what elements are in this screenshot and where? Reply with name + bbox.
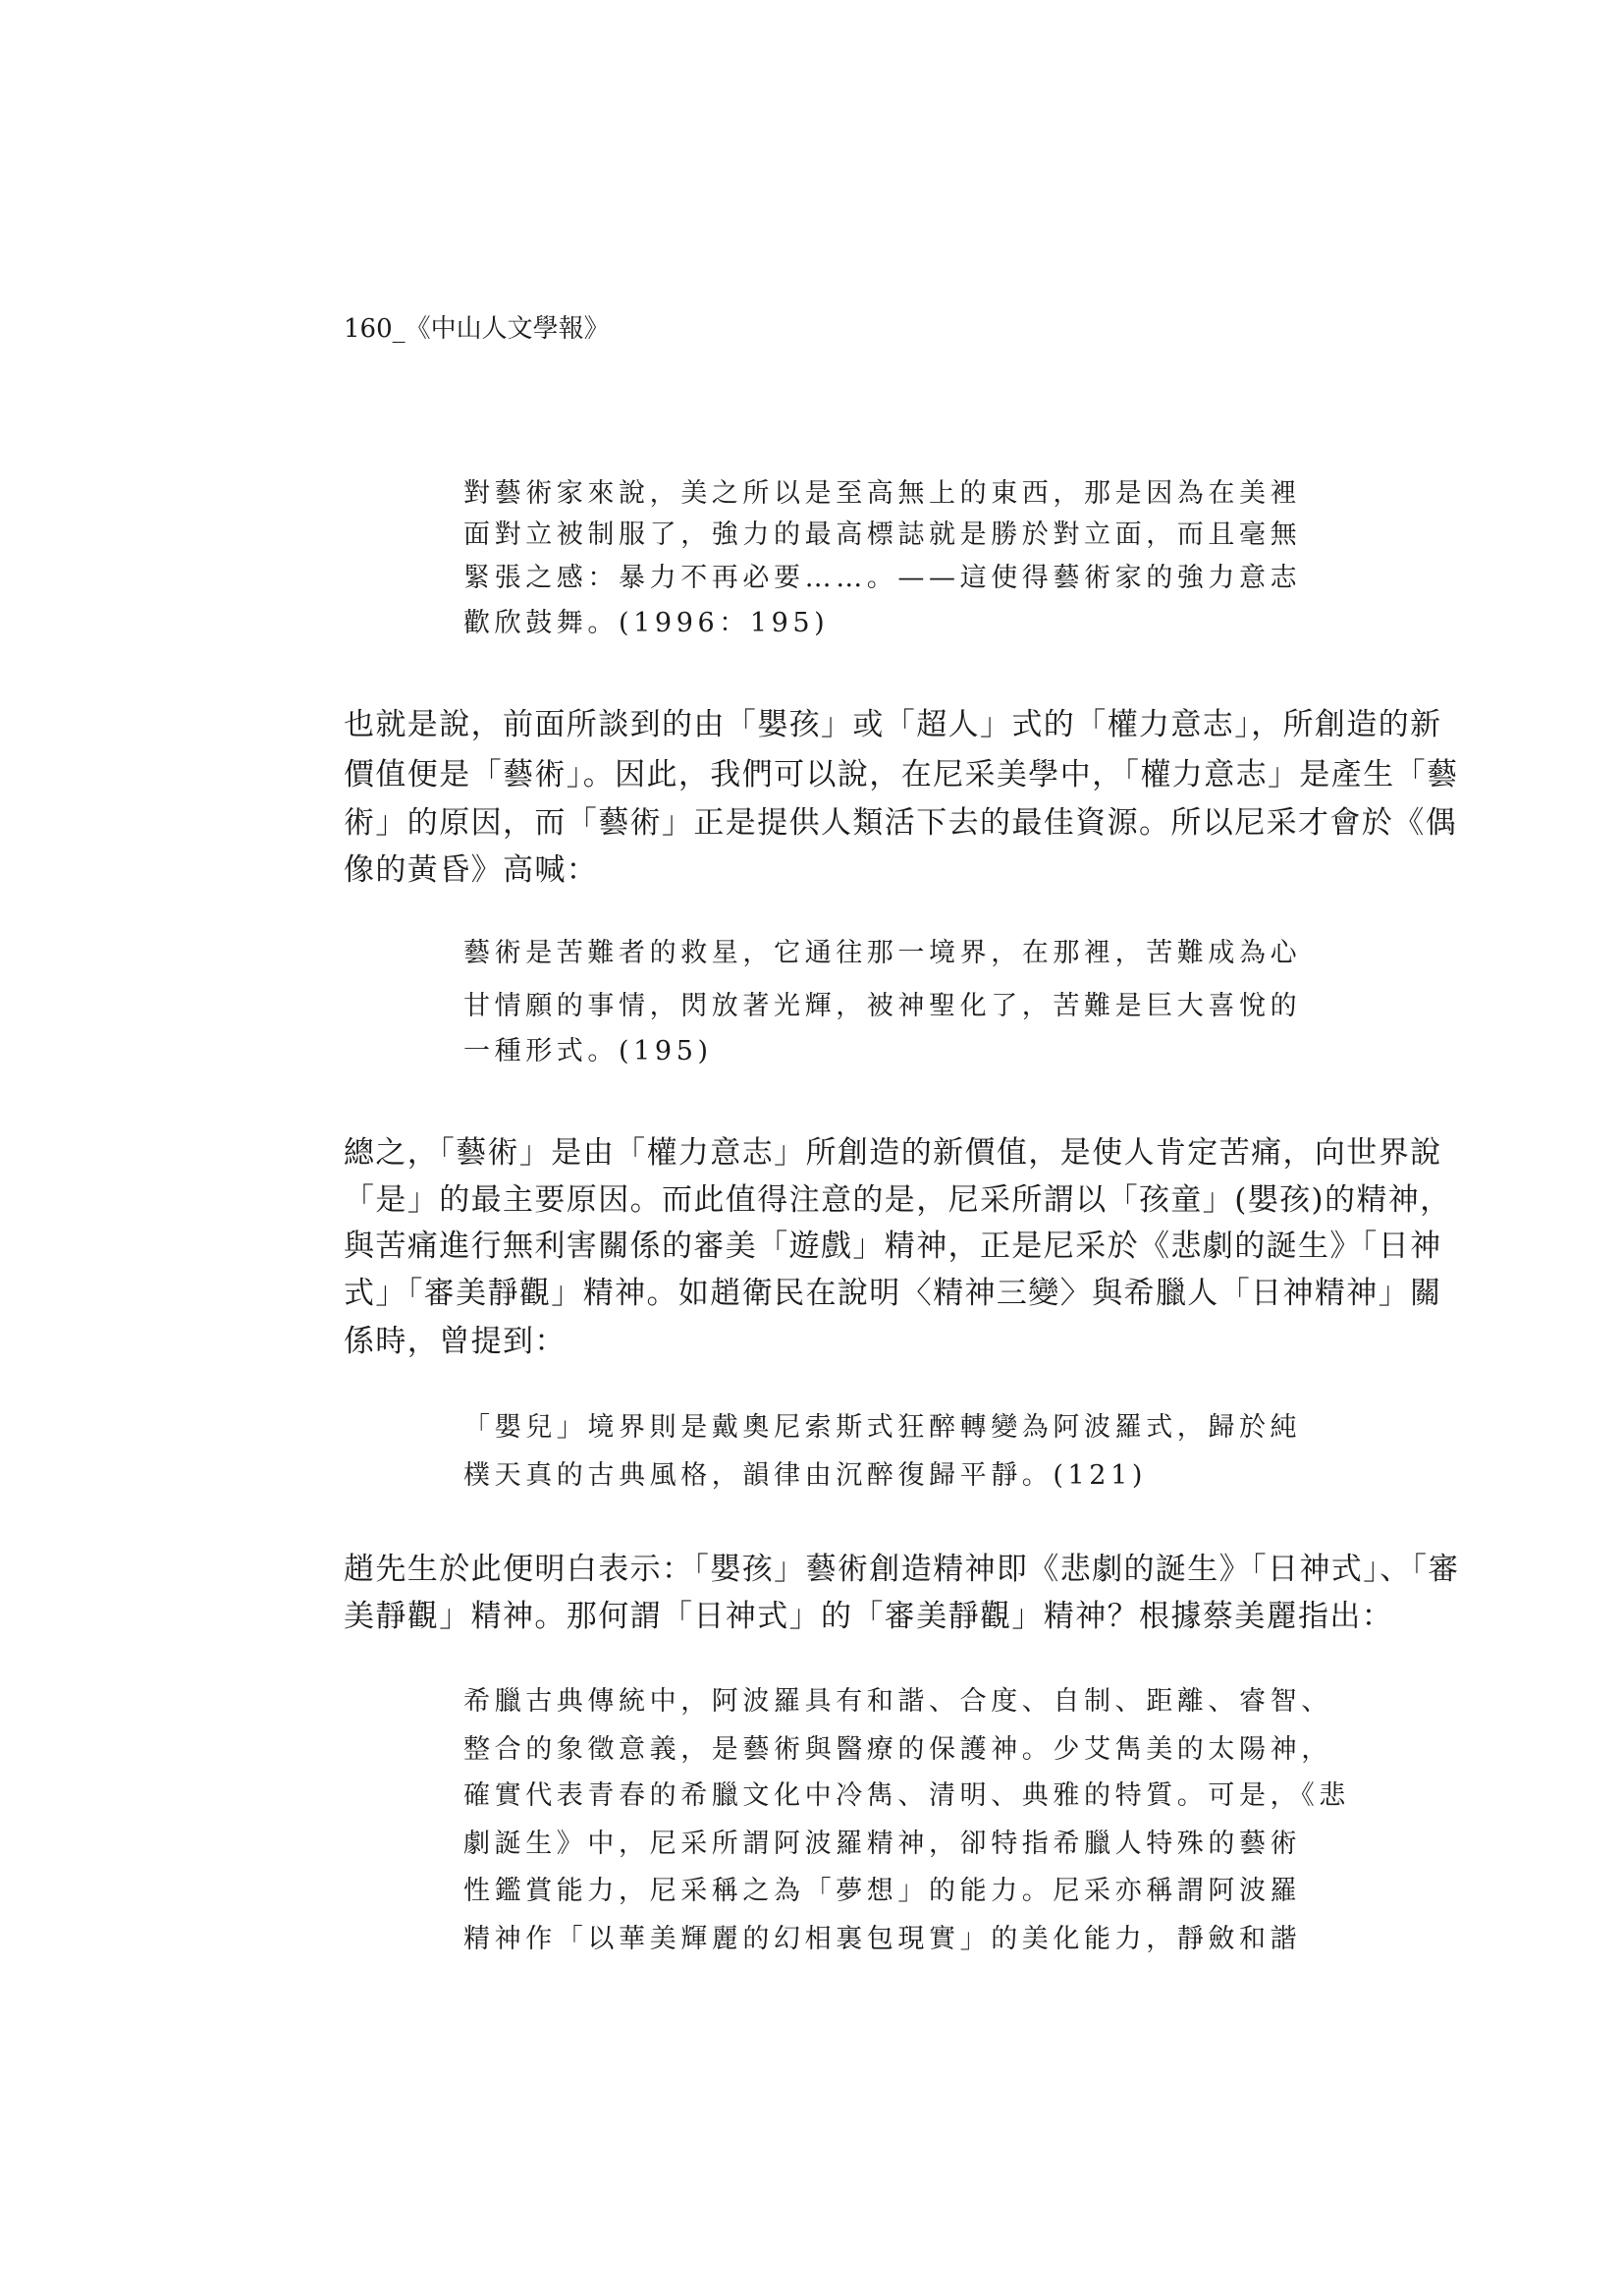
- paragraph-line: 價值便是「藝術」。因此，我們可以說，在尼采美學中，「權力意志」是產生「藝: [344, 757, 1459, 793]
- paragraph-line: 趙先生於此便明白表示：「嬰孩」藝術創造精神即《悲劇的誕生》「日神式」、「審: [344, 1552, 1460, 1587]
- quote-line: 劇誕生》中，尼采所謂阿波羅精神，卻特指希臘人特殊的藝術: [463, 1829, 1302, 1859]
- quote-line: 性鑑賞能力，尼采稱之為「夢想」的能力。尼采亦稱謂阿波羅: [463, 1876, 1302, 1906]
- paragraph-line: 與苦痛進行無利害關係的審美「遊戲」精神，正是尼采於《悲劇的誕生》「日神: [344, 1229, 1442, 1264]
- journal-title: _《中山人文學報》: [392, 314, 610, 344]
- quote-line: 樸天真的古典風格，韻律由沉醉復歸平靜。(121): [463, 1460, 1148, 1491]
- quote-line: 緊張之感：暴力不再必要……。——這使得藝術家的強力意志: [463, 563, 1302, 593]
- quote-line: 甘情願的事情，閃放著光輝，被神聖化了，苦難是巨大喜悅的: [463, 991, 1302, 1021]
- page-number: 160: [344, 314, 393, 344]
- quote-line: 希臘古典傳統中，阿波羅具有和諧、合度、自制、距離、睿智、: [463, 1686, 1332, 1717]
- quote-line: 藝術是苦難者的救星，它通往那一境界，在那裡，苦難成為心: [463, 938, 1302, 968]
- paragraph-line: 式」「審美靜觀」精神。如趙衛民在說明〈精神三變〉與希臘人「日神精神」關: [344, 1276, 1442, 1311]
- quote-line: 「嬰兒」境界則是戴奧尼索斯式狂醉轉變為阿波羅式，歸於純: [463, 1412, 1302, 1443]
- paragraph-line: 係時，曾提到：: [344, 1324, 567, 1359]
- quote-line: 一種形式。(195): [463, 1036, 713, 1066]
- paragraph-line: 像的黃昏》高喊：: [344, 852, 599, 888]
- running-header: [344, 309, 610, 349]
- paragraph-line: 美靜觀」精神。那何謂「日神式」的「審美靜觀」精神？根據蔡美麗指出：: [344, 1599, 1394, 1634]
- quote-line: 整合的象徵意義，是藝術與醫療的保護神。少艾雋美的太陽神，: [463, 1734, 1332, 1765]
- quote-line: 對藝術家來說，美之所以是至高無上的東西，那是因為在美裡: [463, 478, 1302, 509]
- quote-line: 精神作「以華美輝麗的幻相裏包現實」的美化能力，靜斂和諧: [463, 1924, 1302, 1954]
- paragraph-line: 總之，「藝術」是由「權力意志」所創造的新價值，是使人肯定苦痛，向世界說: [344, 1135, 1442, 1171]
- quote-line: 歡欣鼓舞。(1996：195): [463, 608, 830, 638]
- paragraph-line: 術」的原因，而「藝術」正是提供人類活下去的最佳資源。所以尼采才會於《偶: [344, 805, 1457, 841]
- paragraph-line: 「是」的最主要原因。而此值得注意的是，尼采所謂以「孩童」(嬰孩)的精神，: [344, 1182, 1452, 1218]
- quote-line: 確實代表青春的希臘文化中冷雋、清明、典雅的特質。可是，《悲: [463, 1780, 1350, 1811]
- paragraph-line: 也就是說，前面所談到的由「嬰孩」或「超人」式的「權力意志」，所創造的新: [344, 707, 1442, 742]
- quote-line: 面對立被制服了，強力的最高標誌就是勝於對立面，而且毫無: [463, 519, 1302, 550]
